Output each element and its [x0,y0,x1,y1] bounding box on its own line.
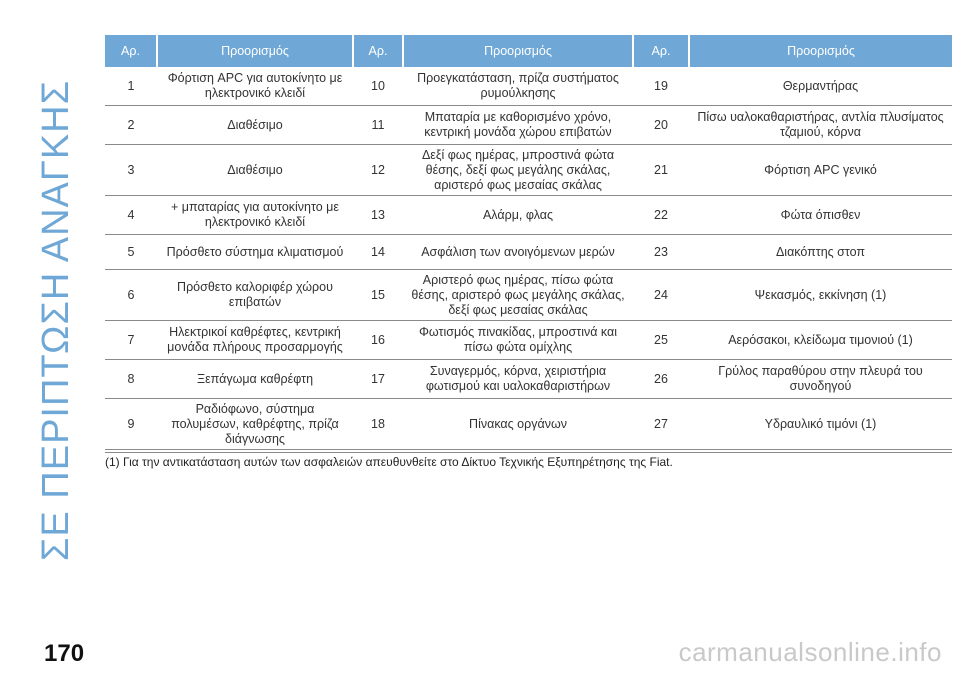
table-cell: 21 [633,145,689,196]
page-number: 170 [44,640,85,667]
table-row [105,235,952,270]
table-row [105,145,952,196]
table-cell: 3 [105,145,157,196]
table-cell: Ραδιόφωνο, σύστημα πολυμέσων, καθρέφτης, πρίζα διάγνωσης [157,399,353,450]
table-header-row [105,35,952,67]
table-cell: 26 [633,360,689,399]
header-purpose-3: Προορισμός [689,35,952,67]
table-cell: 15 [353,270,403,321]
footnote: (1) Για την αντικατάσταση αυτών των ασφαλειών απευθυνθείτε στο Δίκτυο Τεχνικής Εξυπηρέτησης της Fiat. [105,452,952,469]
table-cell: Μπαταρία με καθορισμένο χρόνο, κεντρική μονάδα χώρου επιβατών [403,106,633,145]
table-cell: Ξεπάγωμα καθρέφτη [157,360,353,399]
table-cell: 7 [105,321,157,360]
table-cell: 23 [633,235,689,270]
table-cell: Αλάρμ, φλας [403,196,633,235]
table-cell: Πίσω υαλοκαθαριστήρας, αντλία πλυσίματος τζαμιού, κόρνα [689,106,952,145]
table-cell: Γρύλος παραθύρου στην πλευρά του συνοδηγού [689,360,952,399]
table-cell: Πρόσθετο καλοριφέρ χώρου επιβατών [157,270,353,321]
table-row [105,67,952,106]
table-cell: Φόρτιση APC για αυτοκίνητο με ηλεκτρονικό κλειδί [157,67,353,106]
table-cell: 24 [633,270,689,321]
table-cell: Ψεκασμός, εκκίνηση (1) [689,270,952,321]
table-cell: 17 [353,360,403,399]
table-cell: Δεξί φως ημέρας, μπροστινά φώτα θέσης, δεξί φως μεγάλης σκάλας, αριστερό φως μεσαίας σκάλας [403,145,633,196]
table-cell: Πρόσθετο σύστημα κλιματισμού [157,235,353,270]
section-title [30,20,84,620]
header-no-2: Αρ. [353,35,403,67]
table-cell: 4 [105,196,157,235]
table-cell: Φώτα όπισθεν [689,196,952,235]
watermark: carmanualsonline.info [678,637,942,667]
table-cell: Προεγκατάσταση, πρίζα συστήματος ρυμούλκησης [403,67,633,106]
header-no-3: Αρ. [633,35,689,67]
table-row [105,106,952,145]
table-cell: Διακόπτης στοπ [689,235,952,270]
table-cell: Αριστερό φως ημέρας, πίσω φώτα θέσης, αριστερό φως μεγάλης σκάλας, δεξί φως μεσαίας σκάλας [403,270,633,321]
table-cell: Θερμαντήρας [689,67,952,106]
table-cell: Διαθέσιμο [157,106,353,145]
table-cell: 20 [633,106,689,145]
table-cell: Υδραυλικό τιμόνι (1) [689,399,952,450]
table-cell: Διαθέσιμο [157,145,353,196]
table-cell: 22 [633,196,689,235]
table-cell: 14 [353,235,403,270]
header-purpose-2: Προορισμός [403,35,633,67]
table-cell: Αερόσακοι, κλείδωμα τιμονιού (1) [689,321,952,360]
header-no-1: Αρ. [105,35,157,67]
table-cell: 25 [633,321,689,360]
table-cell: 8 [105,360,157,399]
table-row [105,321,952,360]
table-row [105,360,952,399]
table-cell: Ασφάλιση των ανοιγόμενων μερών [403,235,633,270]
table-cell: Φόρτιση APC γενικό [689,145,952,196]
table-cell: 6 [105,270,157,321]
table-cell: 12 [353,145,403,196]
table-cell: Φωτισμός πινακίδας, μπροστινά και πίσω φώτα ομίχλης [403,321,633,360]
fuse-table [105,35,952,450]
table-cell: 18 [353,399,403,450]
table-cell: 10 [353,67,403,106]
table-cell: 13 [353,196,403,235]
table-cell: + μπαταρίας για αυτοκίνητο με ηλεκτρονικό κλειδί [157,196,353,235]
table-row [105,196,952,235]
table-cell: 9 [105,399,157,450]
table-cell: 27 [633,399,689,450]
table-row [105,399,952,450]
header-purpose-1: Προορισμός [157,35,353,67]
table-cell: 2 [105,106,157,145]
table-cell: 16 [353,321,403,360]
section-title-text: ΣΕ ΠΕΡΙΠΤΩΣΗ ΑΝΑΓΚΗΣ [35,79,78,561]
table-cell: 1 [105,67,157,106]
table-cell: Ηλεκτρικοί καθρέφτες, κεντρική μονάδα πλήρους προσαρμογής [157,321,353,360]
table-row [105,270,952,321]
table-cell: 19 [633,67,689,106]
table-cell: 5 [105,235,157,270]
table-cell: Συναγερμός, κόρνα, χειριστήρια φωτισμού και υαλοκαθαριστήρων [403,360,633,399]
table-cell: 11 [353,106,403,145]
table-cell: Πίνακας οργάνων [403,399,633,450]
